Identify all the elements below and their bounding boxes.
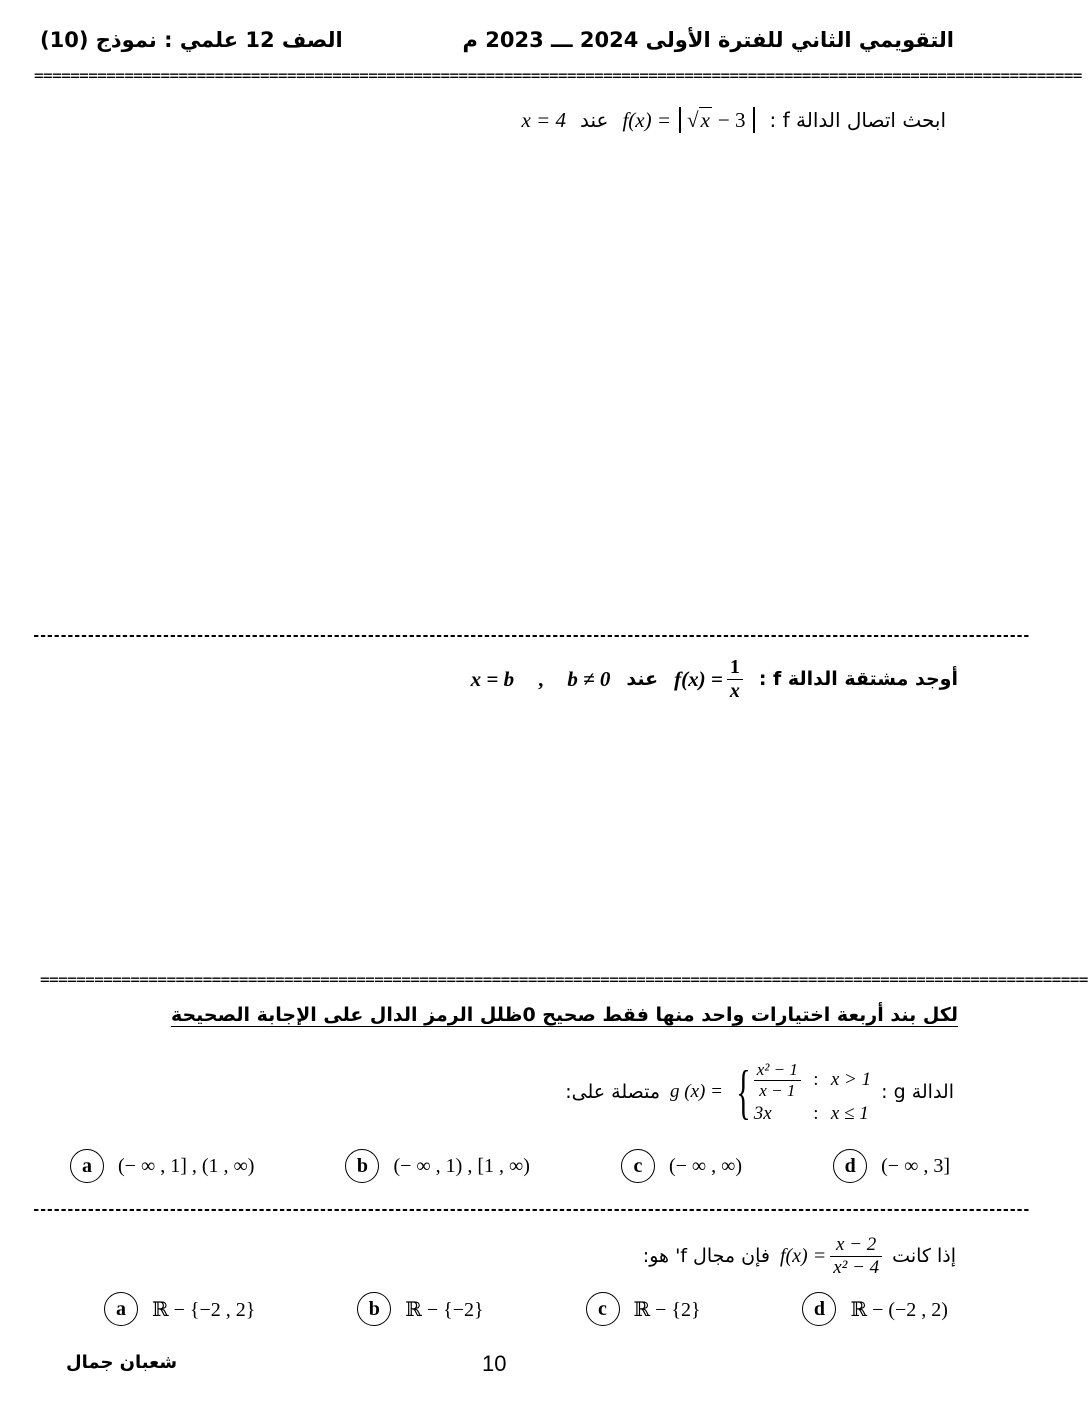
q1-function [622, 107, 755, 133]
mcq1-case1-frac [754, 1060, 801, 1101]
mcq2-num: x − 2 [830, 1234, 882, 1257]
question-1 [522, 100, 947, 140]
sqrt-icon: √ [687, 107, 699, 132]
separator-dash-2: -------------------------------------------------------------------------------------------------------------------------------------------------- [32, 1202, 1029, 1218]
q1-func-rad: x [700, 108, 710, 132]
mcq-item-2 [643, 1228, 956, 1284]
option-value: ℝ − {−2 , 2} [152, 1298, 256, 1321]
q2-at-word: عند [626, 668, 659, 690]
brace-icon: { [736, 1059, 751, 1125]
option-letter-circle[interactable]: b [357, 1292, 391, 1326]
q2-prompt: أوجد مشتقة الدالة f : [758, 668, 958, 690]
option-letter-circle[interactable]: a [70, 1149, 104, 1183]
option-value: ℝ − (−2 , 2) [850, 1298, 948, 1321]
mcq-item-1 [565, 1054, 954, 1130]
exam-title: التقويمي الثاني للفترة الأولى 2024 ـــ 2023 م [462, 28, 954, 52]
q2-func-lhs: f(x) = [674, 666, 723, 691]
option-value: (− ∞ , ∞) [668, 1154, 743, 1177]
q2-func-den: x [729, 679, 740, 702]
mcq1-options [70, 1149, 950, 1183]
mcq-instruction: لكل بند أربعة اختيارات واحد منها فقط صحيح 0ظلل الرمز الدال على الإجابة الصحيحة [170, 1004, 958, 1026]
q1-func-lhs: f(x) = [622, 107, 672, 132]
mcq2-options [104, 1292, 948, 1326]
option-letter-circle[interactable]: d [833, 1149, 867, 1183]
option-value: ℝ − {−2} [405, 1298, 484, 1321]
footer-author: شعبان جمال [66, 1352, 178, 1373]
mcq1-option-c[interactable] [621, 1149, 742, 1183]
option-letter-circle[interactable]: d [802, 1292, 836, 1326]
separator-equals-top: ==================================================================================================================== [34, 66, 1082, 85]
q1-point: x = 4 [521, 107, 566, 132]
q2-function [674, 656, 743, 703]
q1-func-minus: − 3 [717, 107, 746, 132]
q2-comma: , [538, 666, 544, 691]
mcq2-suffix: فإن مجال f' هو: [642, 1245, 770, 1267]
mcq1-case2-expr: 3x [753, 1102, 772, 1124]
mcq2-den: x² − 4 [833, 1256, 880, 1278]
mcq1-option-b[interactable] [345, 1149, 529, 1183]
option-letter-circle[interactable]: c [586, 1292, 620, 1326]
q1-at-word: عند [580, 108, 609, 132]
mcq1-option-d[interactable] [833, 1149, 950, 1183]
q2-point: x = b [470, 666, 515, 691]
mcq2-option-c[interactable] [586, 1292, 701, 1326]
separator-equals-2: ==================================================================================================================== [40, 970, 1088, 989]
mcq2-fraction [830, 1234, 882, 1279]
mcq2-option-b[interactable] [357, 1292, 483, 1326]
page-number: 10 [482, 1351, 507, 1376]
mcq2-option-d[interactable] [802, 1292, 948, 1326]
mcq1-suffix: متصلة على: [565, 1081, 661, 1103]
mcq1-option-a[interactable] [70, 1149, 254, 1183]
q2-func-num: 1 [727, 656, 743, 680]
mcq2-option-a[interactable] [104, 1292, 255, 1326]
q2-cond: b ≠ 0 [567, 666, 611, 691]
separator-dash-1: -------------------------------------------------------------------------------------------------------------------------------------------------- [32, 628, 1029, 644]
mcq1-lhs: g (x) = [670, 1081, 723, 1102]
mcq1-case2-colon: : [813, 1102, 819, 1124]
option-value: (− ∞ , 1] , (1 , ∞) [118, 1154, 255, 1177]
mcq1-case1-cond: x > 1 [830, 1069, 872, 1090]
q1-prompt: ابحث اتصال الدالة f : [769, 108, 946, 132]
option-letter-circle[interactable]: b [345, 1149, 379, 1183]
option-value: (− ∞ , 3] [881, 1154, 950, 1177]
option-value: (− ∞ , 1) , [1 , ∞) [393, 1154, 530, 1177]
mcq1-case2-cond: x ≤ 1 [830, 1102, 869, 1124]
mcq2-lhs: f(x) = [779, 1244, 827, 1267]
grade-label: الصف 12 علمي : نموذج (10) [40, 28, 343, 52]
mcq1-prefix: الدالة g : [881, 1081, 954, 1103]
question-2 [471, 656, 958, 702]
mcq1-piecewise [670, 1060, 871, 1125]
mcq2-prefix: إذا كانت [892, 1245, 956, 1267]
mcq1-case1-colon: : [813, 1069, 819, 1090]
option-letter-circle[interactable]: a [104, 1292, 138, 1326]
mcq1-case1-den: x − 1 [759, 1080, 796, 1100]
option-value: ℝ − {2} [633, 1298, 701, 1321]
mcq1-case1-num: x² − 1 [754, 1060, 801, 1081]
mcq2-function [780, 1234, 882, 1279]
option-letter-circle[interactable]: c [621, 1149, 655, 1183]
q2-fraction [727, 656, 743, 703]
